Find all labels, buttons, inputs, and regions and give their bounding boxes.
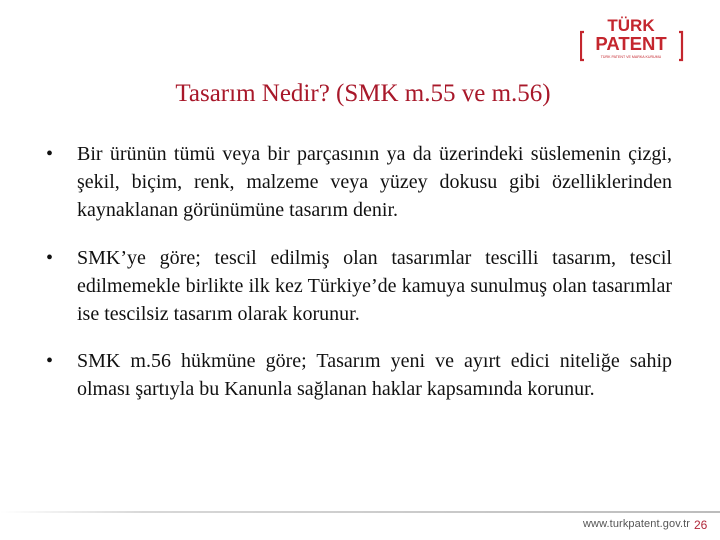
footer-url: www.turkpatent.gov.tr (583, 518, 691, 530)
bullet-text: SMK’ye göre; tescil edilmiş olan tasarımlar tescilli tasarım, tescil edilmemekle birlikte ilk kez Türkiye’de kamuya sunulmuş olan tasarımlar ise tescilsiz tasarım olarak korunur. (77, 247, 672, 325)
bullet-dot: • (46, 143, 54, 165)
bullet-text: Bir ürünün tümü veya bir parçasının ya da üzerindeki süslemenin çizgi, şekil, biçim, renk, malzeme veya yüzey dokusu gibi özelliklerinden kaynaklanan görünümüne tasarım denir. (77, 143, 672, 221)
bullet-item (46, 244, 672, 328)
bullet-item (46, 140, 672, 224)
page-number: 26 (694, 518, 708, 532)
bullet-item (46, 347, 672, 403)
footer-divider (0, 511, 720, 513)
bullet-list (46, 140, 672, 423)
logo-tagline: TÜRK PATENT VE MARKA KURUMU (600, 55, 662, 59)
logo-line2: PATENT (595, 33, 667, 54)
turkpatent-logo-graphic (580, 12, 684, 64)
logo-line1: TÜRK (607, 16, 655, 35)
bullet-dot: • (46, 350, 54, 372)
bullet-dot: • (46, 247, 54, 269)
slide-title: Tasarım Nedir? (SMK m.55 ve m.56) (175, 80, 551, 107)
bullet-text: SMK m.56 hükmüne göre; Tasarım yeni ve ayırt edici niteliğe sahip olması şartıyla bu Kanunla sağlanan haklar kapsamında korunur. (77, 350, 672, 400)
turkpatent-logo (580, 12, 684, 64)
